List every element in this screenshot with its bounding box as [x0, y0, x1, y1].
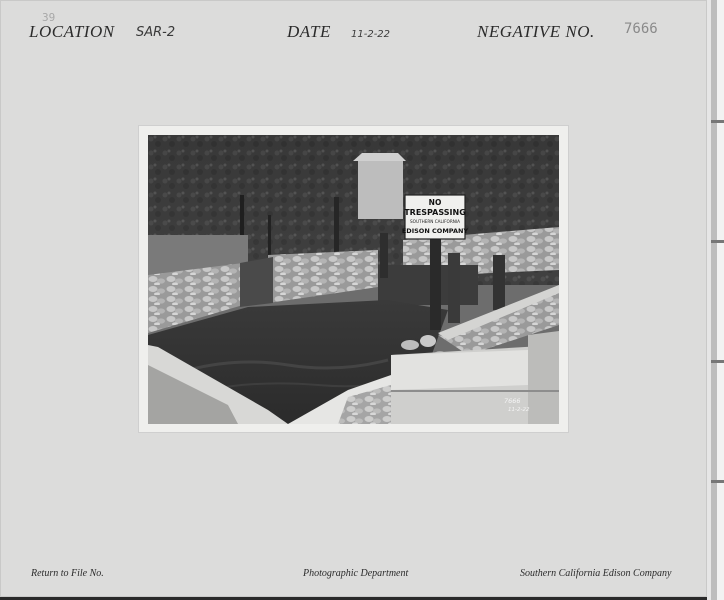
edge-tick: [711, 360, 724, 363]
corner-mark: 39: [42, 11, 56, 24]
photograph-image: [148, 135, 559, 424]
location-label: LOCATION: [29, 22, 115, 41]
date-value: 11-2-22: [351, 29, 391, 40]
edge-tick: [711, 480, 724, 483]
sign-line-4: EDISON COMPANY: [401, 227, 469, 235]
date-label: DATE: [287, 22, 331, 41]
negative-inscription-date: 11-2-22: [508, 407, 530, 413]
return-to-file-label: Return to File No.: [31, 568, 104, 579]
sign-line-3: SOUTHERN CALIFORNIA: [410, 219, 460, 224]
negative-number-value: 7666: [624, 21, 658, 37]
photograph: [148, 135, 559, 424]
sign-line-2: TRESPASSING: [404, 208, 466, 217]
negative-number-label: NEGATIVE NO.: [477, 22, 595, 41]
department-label: Photographic Department: [303, 568, 409, 579]
negative-inscription-number: 7666: [504, 397, 521, 405]
edge-tick: [711, 120, 724, 123]
location-value: SAR-2: [136, 25, 176, 40]
company-label: Southern California Edison Company: [520, 568, 672, 579]
film-edge-strip: [707, 0, 724, 600]
sign-line-1: NO: [428, 198, 442, 207]
edge-tick: [711, 240, 724, 243]
